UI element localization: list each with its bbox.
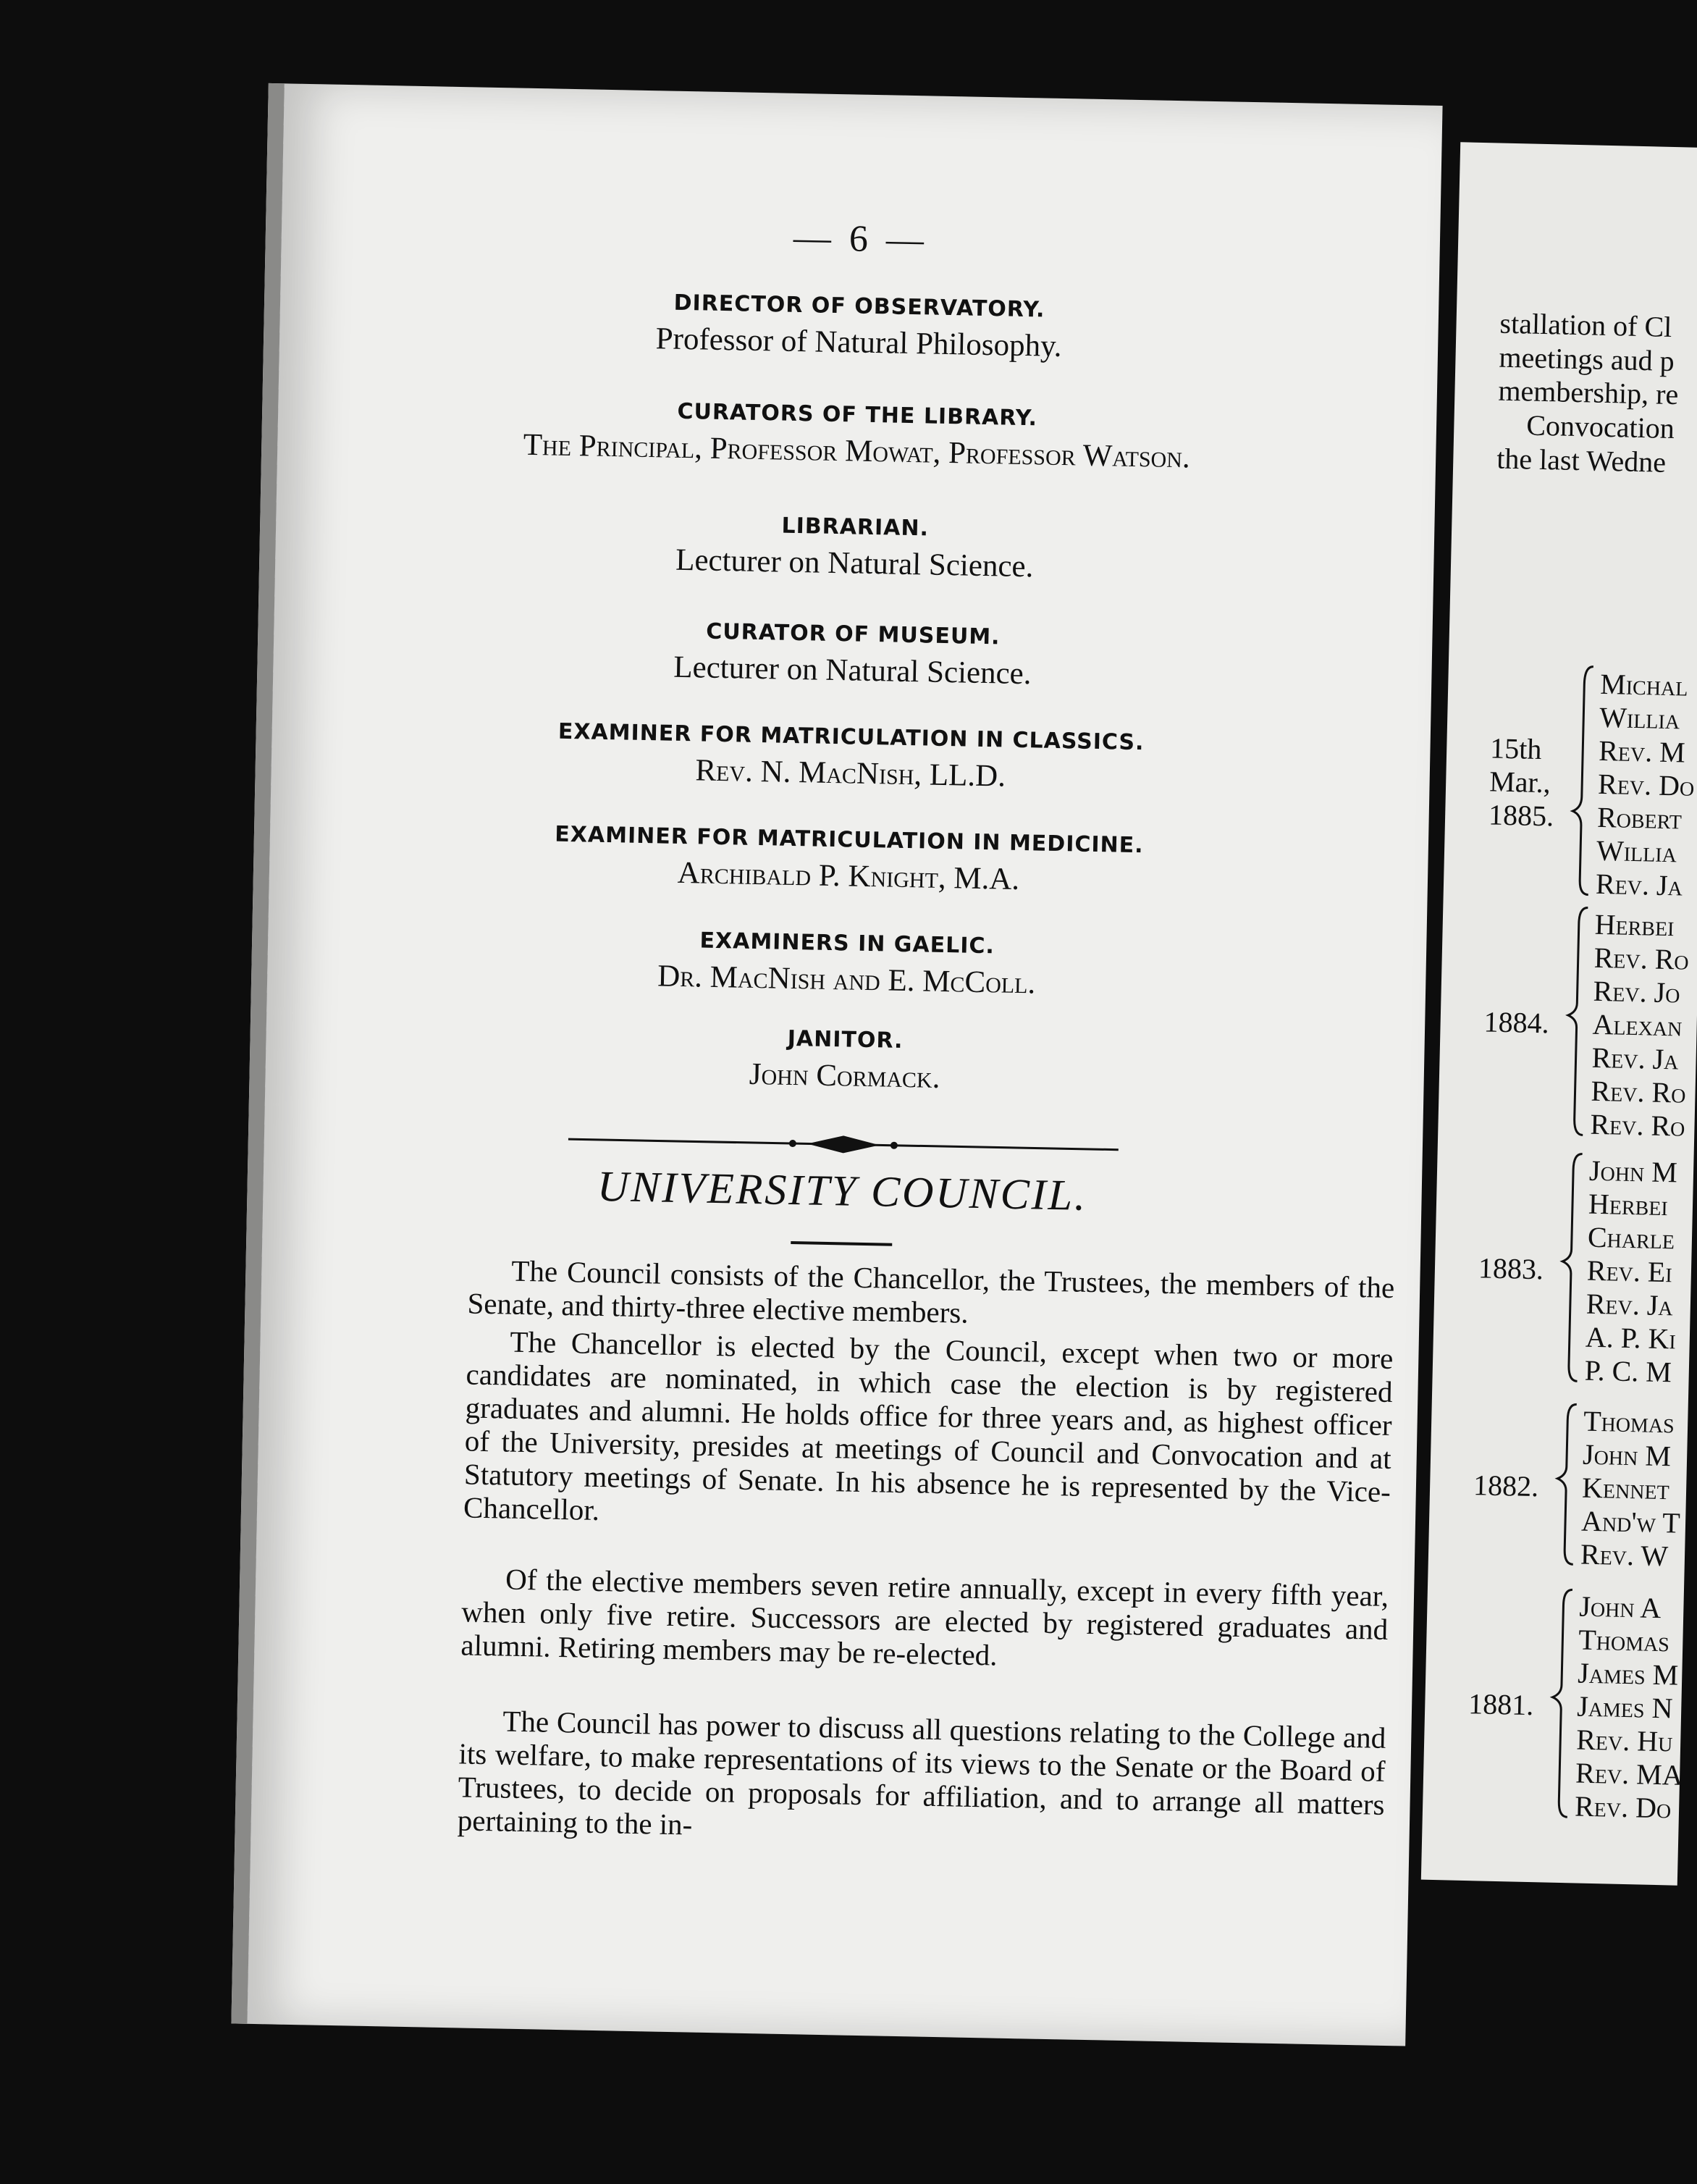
title-rule — [791, 1241, 892, 1246]
member-name: Rev. Do — [1597, 767, 1695, 802]
member-name: Rev. MA — [1575, 1756, 1684, 1792]
section-value: Lecturer on Natural Science. — [675, 542, 1034, 584]
member-name: John A — [1578, 1589, 1662, 1625]
group-year: 1884. — [1483, 1005, 1550, 1040]
facing-page — [1421, 142, 1697, 1885]
member-name: Willia — [1599, 700, 1680, 736]
section-value: The Principal, Professor Mowat, Professor Watson. — [523, 427, 1191, 475]
member-name: A. P. Ki — [1585, 1320, 1677, 1356]
section-heading: CURATOR OF MUSEUM. — [705, 618, 1001, 650]
facing-text-line: membership, re — [1497, 374, 1679, 411]
member-name: Rev. Ja — [1591, 1041, 1679, 1076]
member-name: Rev. W — [1580, 1537, 1669, 1573]
member-name: Rev. Ei — [1586, 1253, 1673, 1289]
member-name: Rev. Ja — [1595, 867, 1683, 902]
section-heading: EXAMINER FOR MATRICULATION IN MEDICINE. — [555, 821, 1144, 859]
member-name: Herbei — [1588, 1187, 1669, 1222]
member-name: Rev. Do — [1574, 1789, 1672, 1825]
member-name: Charle — [1587, 1220, 1675, 1256]
member-name: Michal — [1599, 667, 1688, 702]
member-name: Willia — [1596, 833, 1677, 869]
section-heading: DIRECTOR OF OBSERVATORY. — [673, 290, 1045, 323]
section-curators-library — [277, 391, 1436, 480]
member-name: John M — [1588, 1154, 1678, 1189]
facing-text-line: stallation of Cl — [1499, 306, 1672, 343]
council-paragraph: The Chancellor is elected by the Council, except when two or more candidates are nominated, in which case the election is by registered graduates and alumni. He holds office for three years and, as highest officer of the University, presides at meetings of Council and Convocation and at Statutory meetings of Senate. In his absence he is represented by the Vice-Chancellor. — [463, 1324, 1394, 1527]
group-year: Mar., — [1488, 765, 1551, 799]
member-name: Rev. Ja — [1586, 1287, 1674, 1322]
council-title: UNIVERSITY COUNCIL. — [597, 1162, 1088, 1219]
section-heading: EXAMINERS IN GAELIC. — [699, 928, 995, 959]
section-value: Archibald P. Knight, M.A. — [677, 855, 1020, 897]
member-name: Rev. Ro — [1593, 941, 1690, 976]
member-name: James M — [1577, 1656, 1679, 1692]
section-heading: LIBRARIAN. — [781, 513, 930, 542]
member-name: P. C. M — [1584, 1353, 1672, 1389]
member-name: Rev. M — [1598, 734, 1686, 769]
section-examiners-gaelic — [267, 920, 1426, 1009]
council-paragraph: Of the elective members seven retire annually, except in every fifth year, when only five retire. Successors are elected by registered graduates and alumni. Retiring members may be re-elected. — [460, 1562, 1389, 1672]
member-name: John M — [1582, 1437, 1672, 1473]
member-name: Rev. Hu — [1575, 1723, 1673, 1758]
section-director-observatory — [279, 282, 1439, 371]
member-name: Rev. Ro — [1590, 1107, 1685, 1143]
member-name: Robert — [1596, 800, 1683, 836]
section-value: Rev. N. MacNish, LL.D. — [694, 753, 1006, 794]
section-heading: CURATORS OF THE LIBRARY. — [677, 398, 1038, 432]
section-examiner-classics — [271, 713, 1430, 802]
group-year: 1882. — [1473, 1469, 1539, 1503]
member-name: And'w T — [1580, 1504, 1681, 1540]
member-name: Kennet — [1581, 1471, 1670, 1506]
member-name: Rev. Ro — [1591, 1074, 1686, 1109]
facing-text-line: the last Wedne — [1496, 442, 1667, 479]
facing-text-line: meetings aud p — [1499, 340, 1675, 378]
page-number: — 6 — — [793, 217, 929, 261]
section-value: Lecturer on Natural Science. — [673, 650, 1032, 692]
group-year: 15th — [1489, 731, 1542, 766]
group-year: 1885. — [1488, 798, 1554, 833]
member-name: James N — [1576, 1689, 1674, 1725]
council-paragraph: The Council has power to discuss all questions relating to the College and its welfare, to make representations of its views to the Senate or the Board of Trustees, to decide on proposals for affiliation, and to arrange all matters pertaining to the in- — [457, 1704, 1386, 1841]
group-year: 1883. — [1478, 1251, 1544, 1286]
section-curator-museum — [273, 610, 1432, 700]
section-heading: JANITOR. — [787, 1025, 904, 1054]
council-paragraph: The Council consists of the Chancellor, the Trustees, the members of the Senate, and thirty-three elective members. — [467, 1253, 1395, 1330]
member-name: Herbei — [1594, 907, 1675, 943]
member-name: Thomas — [1583, 1404, 1675, 1440]
section-librarian — [275, 503, 1434, 592]
section-heading: EXAMINER FOR MATRICULATION IN CLASSICS. — [557, 718, 1145, 756]
section-value: Dr. MacNish and E. McColl. — [657, 959, 1036, 1001]
member-name: Rev. Jo — [1593, 974, 1681, 1009]
section-janitor — [265, 1016, 1424, 1105]
member-name: Alexan — [1592, 1007, 1683, 1043]
section-value: John Cormack. — [749, 1057, 940, 1095]
facing-text-line: Convocation — [1525, 408, 1675, 445]
group-year: 1881. — [1467, 1687, 1534, 1722]
ornamental-divider — [554, 1125, 1134, 1164]
left-page — [231, 83, 1442, 2046]
member-name: Thomas — [1578, 1623, 1670, 1658]
section-value: Professor of Natural Philosophy. — [655, 322, 1063, 364]
section-examiner-medicine — [269, 816, 1428, 905]
